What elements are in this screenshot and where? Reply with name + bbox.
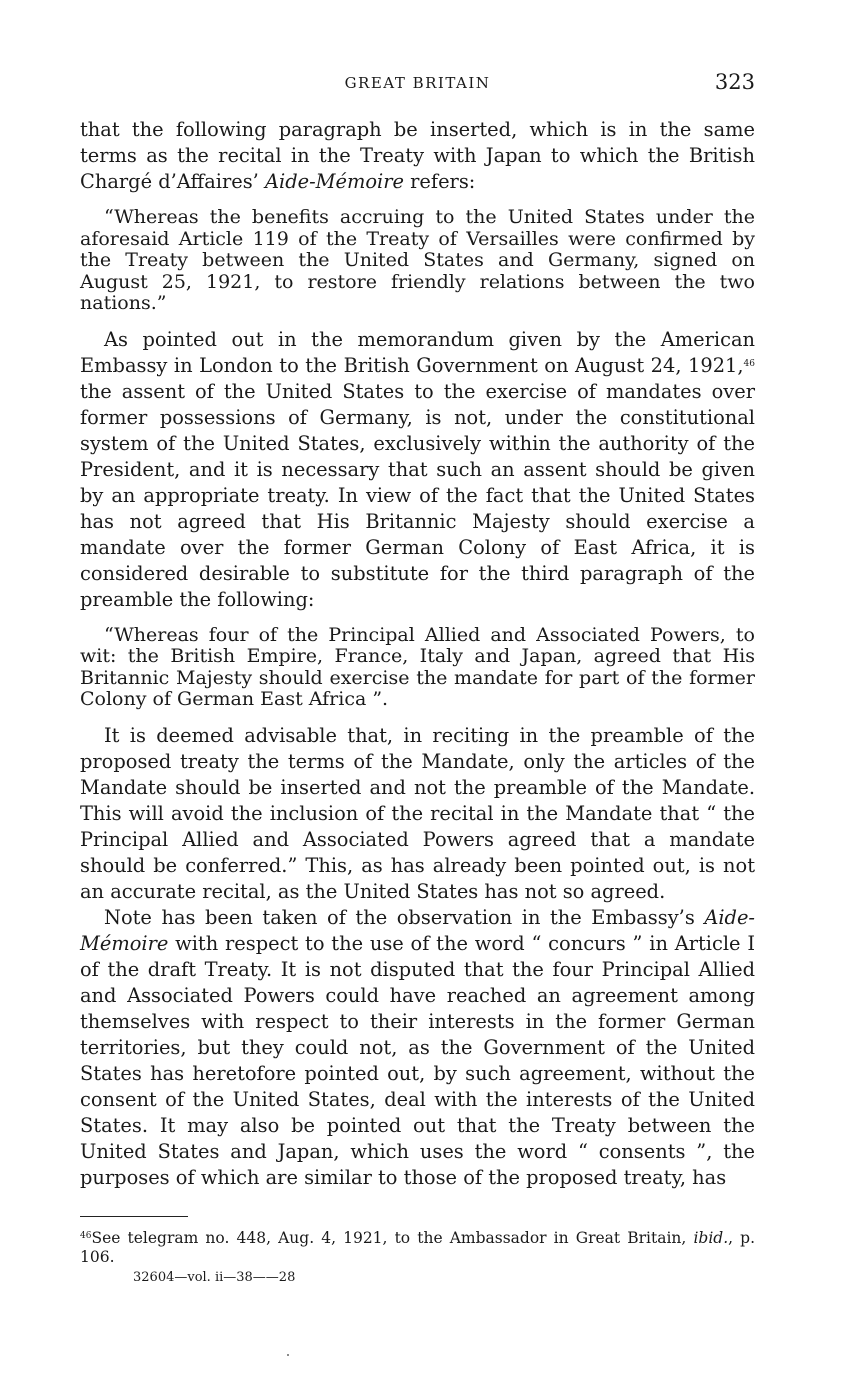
print-code: 32604—vol. ii—38——28 [133,1270,296,1285]
aide-memoire-title: Aide-Mémoire [80,905,755,955]
footnote-reference: 46 [743,358,755,369]
quoted-recital-1: “Whereas the benefits accruing to the United States under the aforesaid Article 119 of the Treaty of Versailles were confirmed by the Treaty between the United States and Germany, signed on August 25, 1921, to restore friendly relations between the two nations.” [80,206,755,314]
footnote-page: , p. 106. [80,1229,756,1266]
paragraph-4-text: Note has been taken of the observation in the Embassy’s [104,905,705,929]
paragraph-2-end: the assent of the United States to the exercise of mandates over former possessions of Germany, is not, under the constitutional system of the United States, exclusively within the authority of the President, and it is necessary that such an assent should be given by an appropriate treaty. In view of the fact that the United States has not agreed that His Britannic Majesty should exercise a mandate over the former German Colony of East Africa, it is considered desirable to substitute for the third paragraph of the preamble the following: [80,379,755,611]
quoted-recital-2: “Whereas four of the Principal Allied and Associated Powers, to wit: the British Empire, France, Italy and Japan, agreed that His Britannic Majesty should exercise the mandate for part of the former Colony of German East Africa ”. [80,623,755,710]
paragraph-1 [80,117,755,195]
running-head: GREAT BRITAIN [344,74,491,92]
footnote-divider [80,1216,188,1217]
page-header [80,70,755,100]
footnote-ibid: ibid. [693,1229,729,1247]
footnote-number: 46 [80,1231,92,1241]
paragraph-4 [80,905,755,1191]
page-number: 323 [714,70,755,94]
paragraph-1-text: that the following paragraph be inserted, which is in the same terms as the recital in the Treaty with Japan to which the British Chargé d’Affaires’ [80,118,755,193]
paper-speck [287,1354,289,1356]
paragraph-2 [80,327,755,613]
paragraph-2-text: As pointed out in the memorandum given by the American Embassy in London to the British Government on August 24, 1921, [80,327,755,377]
footnote [80,1229,755,1267]
paragraph-3: It is deemed advisable that, in reciting in the preamble of the proposed treaty the terms of the Mandate, only the articles of the Mandate should be inserted and not the preamble of the Mandate. This will avoid the inclusion of the recital in the Mandate that “ the Principal Allied and Associated Powers agreed that a mandate should be conferred.” This, as has already been pointed out, is not an accurate recital, as the United States has not so agreed. [80,723,755,903]
aide-memoire-title: Aide-Mémoire [265,170,404,193]
footnote-text: See telegram no. 448, Aug. 4, 1921, to the Ambassador in Great Britain, [91,1229,694,1247]
paragraph-4-end: with respect to the use of the word “ concurs ” in Article I of the draft Treaty. It is not disputed that the four Principal Allied and Associated Powers could have reached an agreement among themselves with respect to their interests in the former German territories, but they could not, as the Government of the United States has heretofore pointed out, by such agreement, without the consent of the United States, deal with the interests of the United States. It may also be pointed out that the Treaty between the United States and Japan, which uses the word “ consents ”, the purposes of which are similar to those of the proposed treaty, has [80,931,755,1189]
page-body [80,117,755,1191]
paragraph-1-end: refers: [404,170,476,193]
